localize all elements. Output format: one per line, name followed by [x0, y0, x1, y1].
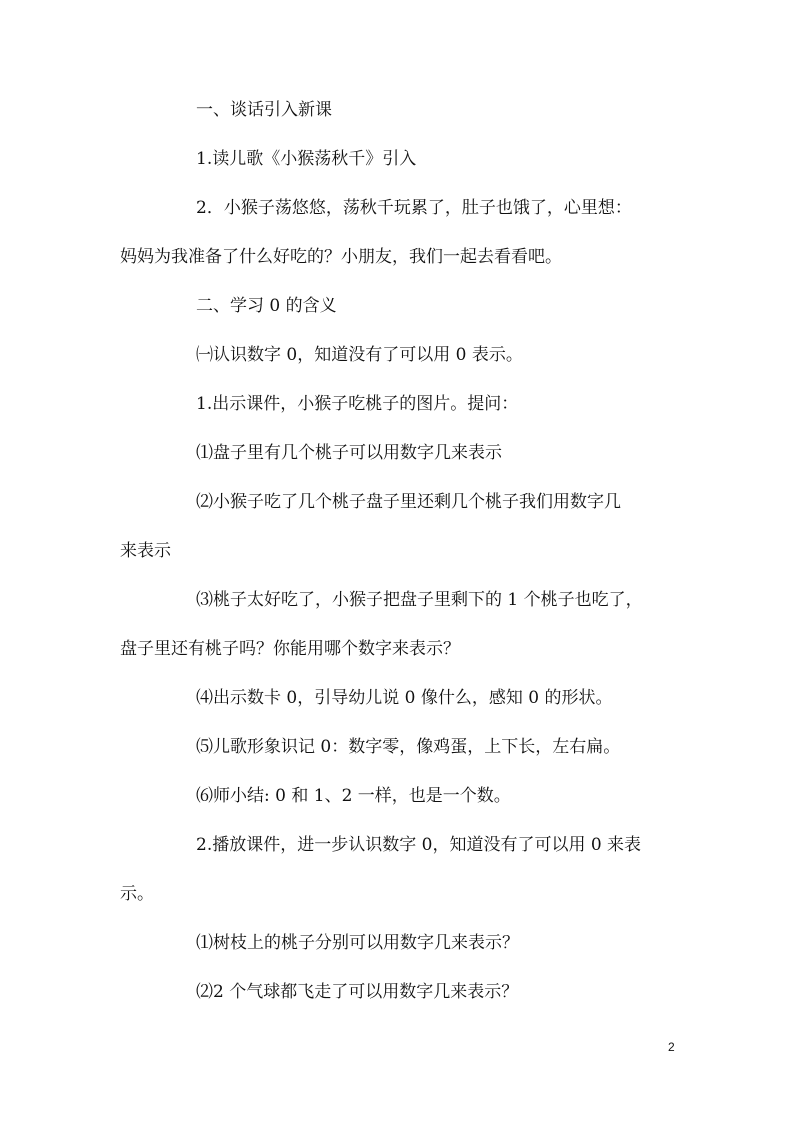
- paragraph-line: 来表示: [120, 541, 171, 561]
- paragraph-line: ⑶桃子太好吃了，小猴子把盘子里剩下的 1 个桃子也吃了，: [196, 590, 643, 610]
- paragraph-line: ⑵2 个气球都飞走了可以用数字几来表示？: [196, 982, 519, 1002]
- paragraph-line: 示。: [120, 884, 154, 904]
- section-heading-zero: 二、学习 0 的含义: [196, 296, 337, 316]
- paragraph-line: ⑸儿歌形象识记 0：数字零，像鸡蛋，上下长，左右扁。: [196, 737, 621, 757]
- paragraph-line: ⑷出示数卡 0，引导幼儿说 0 像什么，感知 0 的形状。: [196, 688, 613, 708]
- paragraph-line: ⑹师小结: 0 和 1、2 一样，也是一个数。: [196, 786, 511, 806]
- paragraph-line: 1.出示课件，小猴子吃桃子的图片。提问：: [196, 394, 519, 414]
- paragraph-line: ⑵小猴子吃了几个桃子盘子里还剩几个桃子我们用数字几: [196, 492, 621, 512]
- paragraph-line: 2.播放课件，进一步认识数字 0，知道没有了可以用 0 来表: [196, 835, 642, 855]
- section-heading-intro: 一、谈话引入新课: [196, 100, 332, 120]
- paragraph-line: ㈠认识数字 0，知道没有了可以用 0 表示。: [196, 345, 523, 365]
- paragraph-line: ⑴树枝上的桃子分别可以用数字几来表示？: [196, 933, 519, 953]
- paragraph-line: 1.读儿歌《小猴荡秋千》引入: [196, 149, 417, 169]
- paragraph-line: 妈妈为我准备了什么好吃的？小朋友，我们一起去看看吧。: [120, 247, 562, 267]
- page-number: 2: [668, 1040, 675, 1054]
- paragraph-line: 盘子里还有桃子吗？你能用哪个数字来表示？: [120, 639, 460, 659]
- paragraph-line: ⑴盘子里有几个桃子可以用数字几来表示: [196, 443, 502, 463]
- paragraph-line: 2．小猴子荡悠悠，荡秋千玩累了，肚子也饿了，心里想：: [196, 198, 632, 218]
